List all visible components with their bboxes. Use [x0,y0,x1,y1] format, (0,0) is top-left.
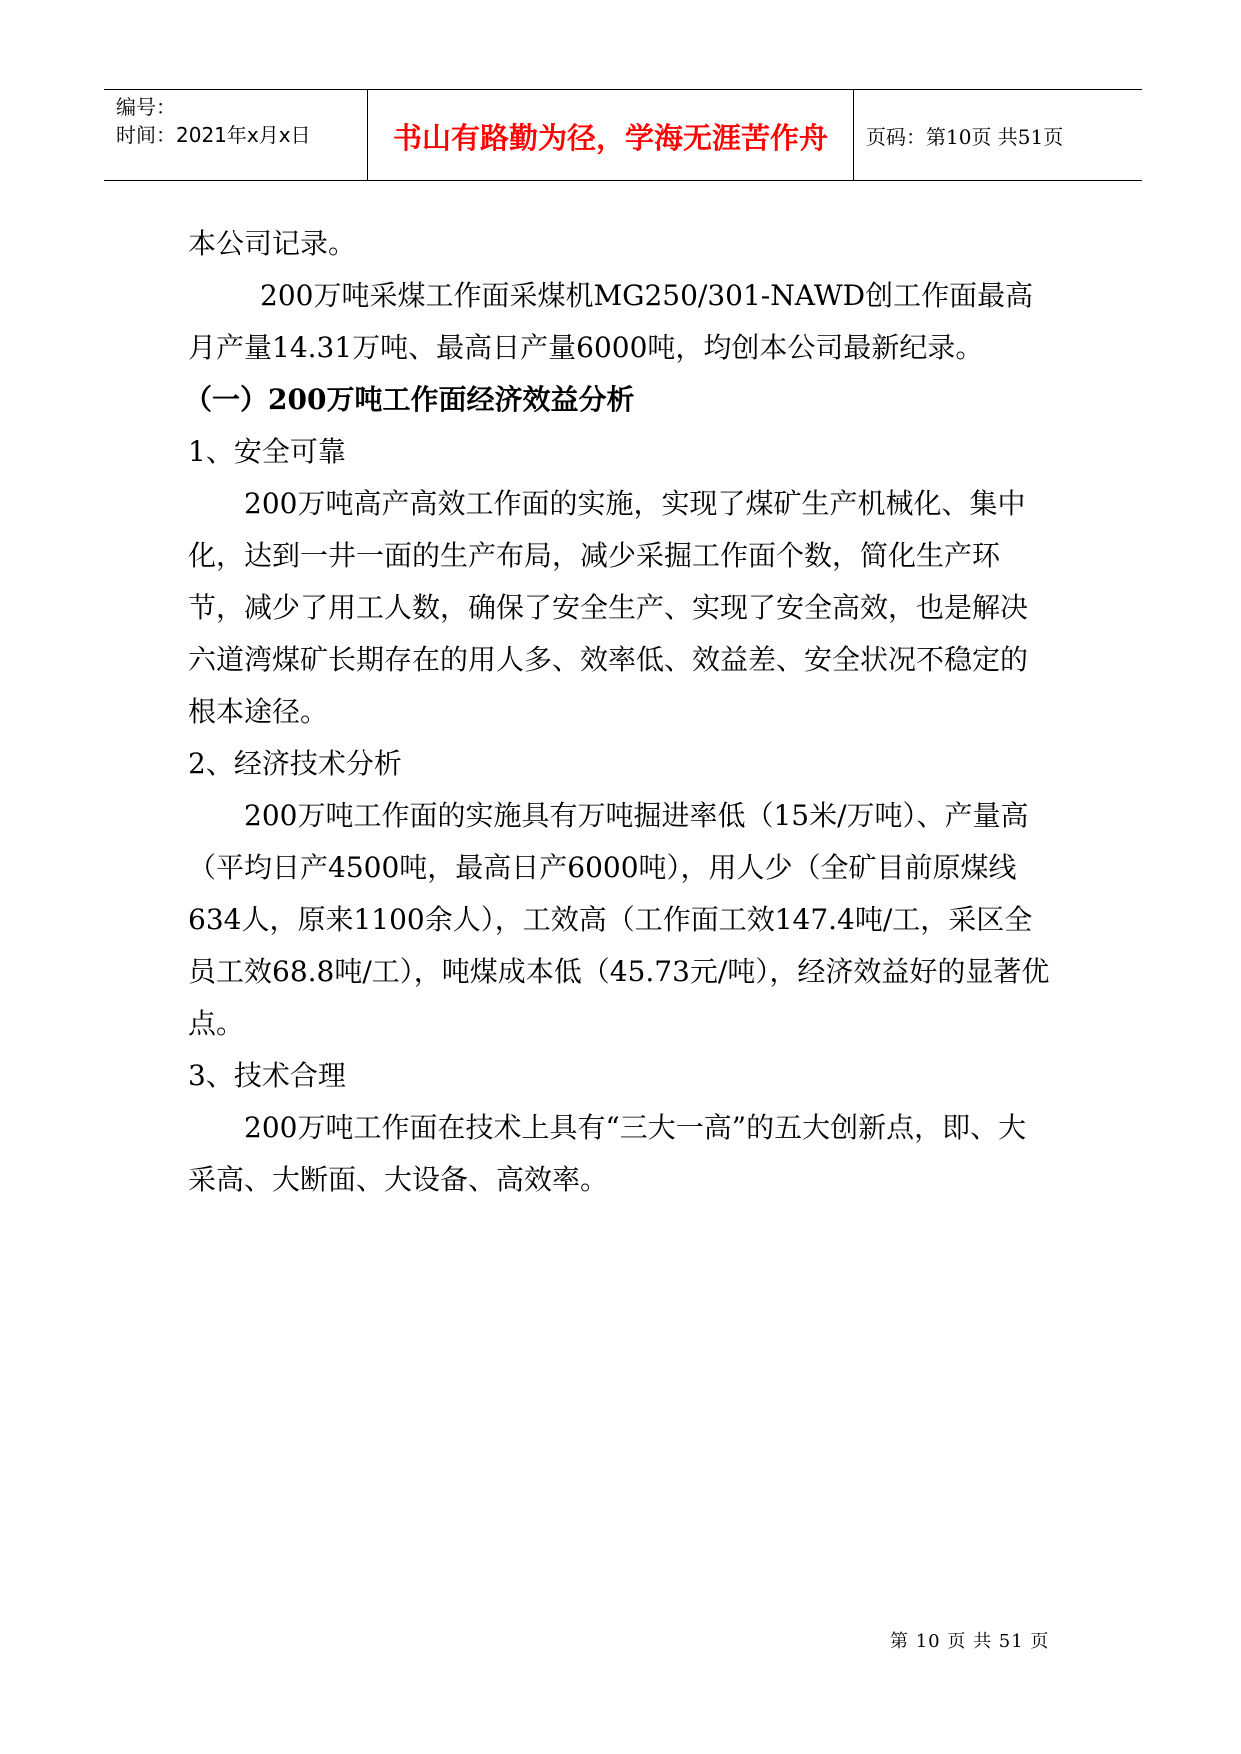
document-code-label: 编号： [116,95,176,119]
page-header [104,89,1142,181]
paragraph-continuation: 本公司记录。 [188,227,357,260]
subsection-title-economics: 2、经济技术分析 [188,747,402,780]
paragraph-coal-record: 200万吨采煤工作面采煤机MG250/301-NAWD创工作面最高月产量14.31万吨、最高日产量6000吨，均创本公司最新纪录。 [188,279,1034,364]
header-motto: 书山有路勤为径，学海无涯苦作舟 [368,90,854,180]
section-heading: （一）200万吨工作面经济效益分析 [184,383,635,416]
subsection-title-safety: 1、安全可靠 [188,435,346,468]
header-page-info: 页码：第10页 共51页 [866,124,1064,149]
paragraph-safety: 200万吨高产高效工作面的实施，实现了煤矿生产机械化、集中化，达到一井一面的生产布局，减少采掘工作面个数，简化生产环节，减少了用工人数，确保了安全生产、实现了安全高效，也是解决六道湾煤矿长期存在的用人多、效率低、效益差、安全状况不稳定的根本途径。 [188,487,1029,728]
paragraph-technology: 200万吨工作面在技术上具有“三大一高”的五大创新点，即、大采高、大断面、大设备、高效率。 [188,1111,1027,1196]
page-footer: 第 10 页 共 51 页 [890,1631,1050,1652]
header-meta-cell [104,90,368,180]
document-time-label: 时间：2021年x月x日 [116,123,311,147]
paragraph-economics: 200万吨工作面的实施具有万吨掘进率低（15米/万吨）、产量高（平均日产4500吨，最高日产6000吨），用人少（全矿目前原煤线634人，原来1100余人），工效高（工作面工效147.4吨/工，采区全员工效68.8吨/工），吨煤成本低（45.73元/吨），经济效益好的显著优点。 [188,799,1050,1040]
document-body [184,218,1054,1206]
subsection-title-technology: 3、技术合理 [188,1059,346,1092]
